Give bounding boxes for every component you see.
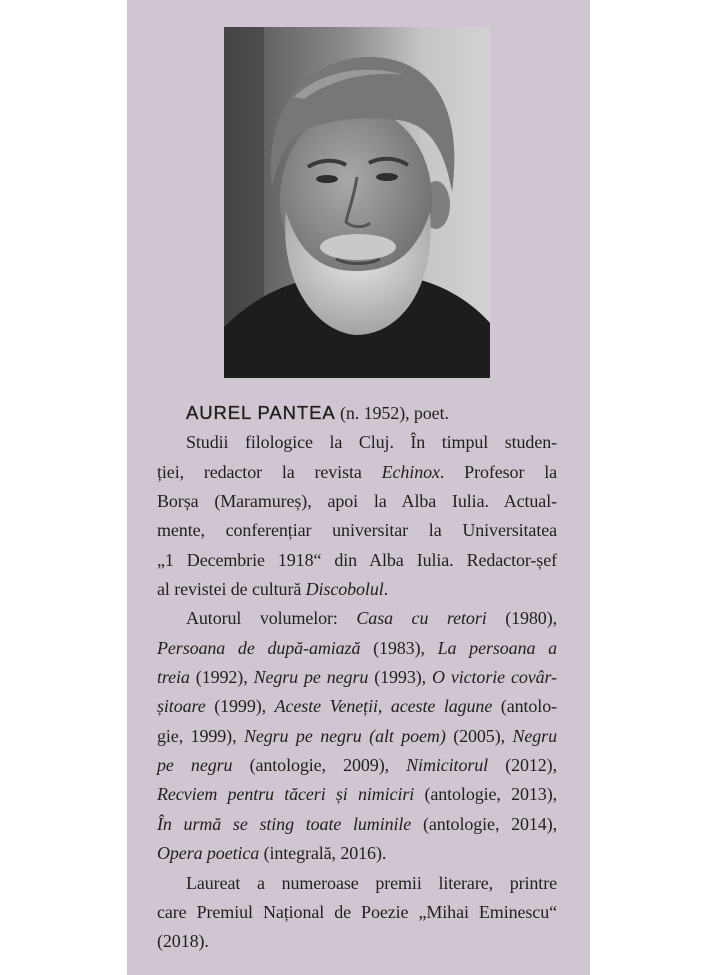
text-segment: „1 Decembrie 1918“ din Alba Iulia. Redactor-șef [157, 549, 557, 570]
text-segment: care Premiul Național de Poezie „Mihai Eminescu“ [157, 901, 557, 922]
italic-title: treia [157, 667, 190, 688]
eye [376, 173, 398, 181]
italic-title: Casa cu retori [356, 608, 487, 629]
text-segment: Autorul volumelor: [186, 608, 357, 629]
text-segment: ției, redactor la revista [157, 461, 382, 482]
text-line [157, 604, 557, 633]
text-line [157, 487, 557, 516]
bio-heading [157, 398, 557, 428]
text-segment: Borșa (Maramureș), apoi la Alba Iulia. Actual- [157, 491, 557, 512]
italic-title: Negru pe negru (alt poem) [243, 725, 446, 746]
text-line [157, 516, 557, 545]
text-segment: Studii filologice la Cluj. În timpul studen- [186, 432, 557, 453]
text-line [157, 575, 557, 604]
text-segment: (1980), [486, 608, 557, 629]
text-segment: al revistei de cultură [157, 579, 306, 600]
text-segment: (antolo- [492, 696, 557, 717]
italic-title: Nimicitorul [406, 755, 489, 776]
text-line [157, 898, 557, 927]
italic-title: Discobolul [305, 579, 384, 600]
italic-title: șitoare [157, 696, 206, 717]
italic-title: Negru [512, 725, 557, 746]
author-name: AUREL PANTEA [186, 402, 336, 423]
text-line [157, 634, 557, 663]
italic-title: Echinox [381, 461, 440, 482]
bio-paragraph [157, 604, 557, 868]
text-line [157, 927, 557, 956]
mustache [320, 234, 396, 260]
text-line [157, 546, 557, 575]
italic-title: Opera poetica [157, 843, 260, 864]
text-segment: (2018). [157, 931, 209, 952]
italic-title: pe negru [157, 755, 233, 776]
text-segment: (1992), [189, 667, 254, 688]
author-photo [224, 27, 490, 378]
text-segment: (integrală, 2016). [259, 843, 387, 864]
text-segment: . Profesor la [439, 461, 557, 482]
text-line [157, 839, 557, 868]
text-line [157, 810, 557, 839]
italic-title: Negru pe negru [253, 667, 369, 688]
text-segment: (1999), [205, 696, 275, 717]
text-segment: mente, conferențiar universitar la Universitatea [157, 520, 557, 541]
italic-title: Aceste Veneții, aceste lagune [274, 696, 493, 717]
text-segment: (2012), [488, 755, 557, 776]
text-segment: (1993), [368, 667, 432, 688]
text-line [157, 751, 557, 780]
text-segment: (2005), [445, 725, 513, 746]
text-segment: Laureat a numeroase premii literare, printre [186, 872, 557, 893]
text-segment: (antologie, 2009), [232, 755, 407, 776]
text-line [157, 428, 557, 457]
text-line [157, 458, 557, 487]
text-segment: (antologie, 2014), [411, 813, 557, 834]
bio-paragraph [157, 428, 557, 604]
author-details: (n. 1952), poet. [335, 403, 449, 423]
text-segment: (1983), [360, 637, 438, 658]
text-line [157, 722, 557, 751]
italic-title: La persoana a [437, 637, 558, 658]
italic-title: O victorie covâr- [431, 667, 557, 688]
text-segment: gie, 1999), [157, 725, 244, 746]
text-line [157, 869, 557, 898]
text-line [157, 692, 557, 721]
bio-paragraph [157, 869, 557, 957]
text-segment: . [383, 579, 389, 600]
author-portrait-drawing [224, 27, 490, 378]
text-line [157, 780, 557, 809]
author-bio [157, 398, 557, 957]
text-segment: (antologie, 2013), [414, 784, 558, 805]
text-line [157, 663, 557, 692]
italic-title: Recviem pentru tăceri și nimiciri [157, 784, 415, 805]
italic-title: În urmă se sting toate luminile [157, 813, 412, 834]
eye [316, 175, 338, 183]
italic-title: Persoana de după-amiază [157, 637, 361, 658]
bio-body [157, 428, 557, 956]
